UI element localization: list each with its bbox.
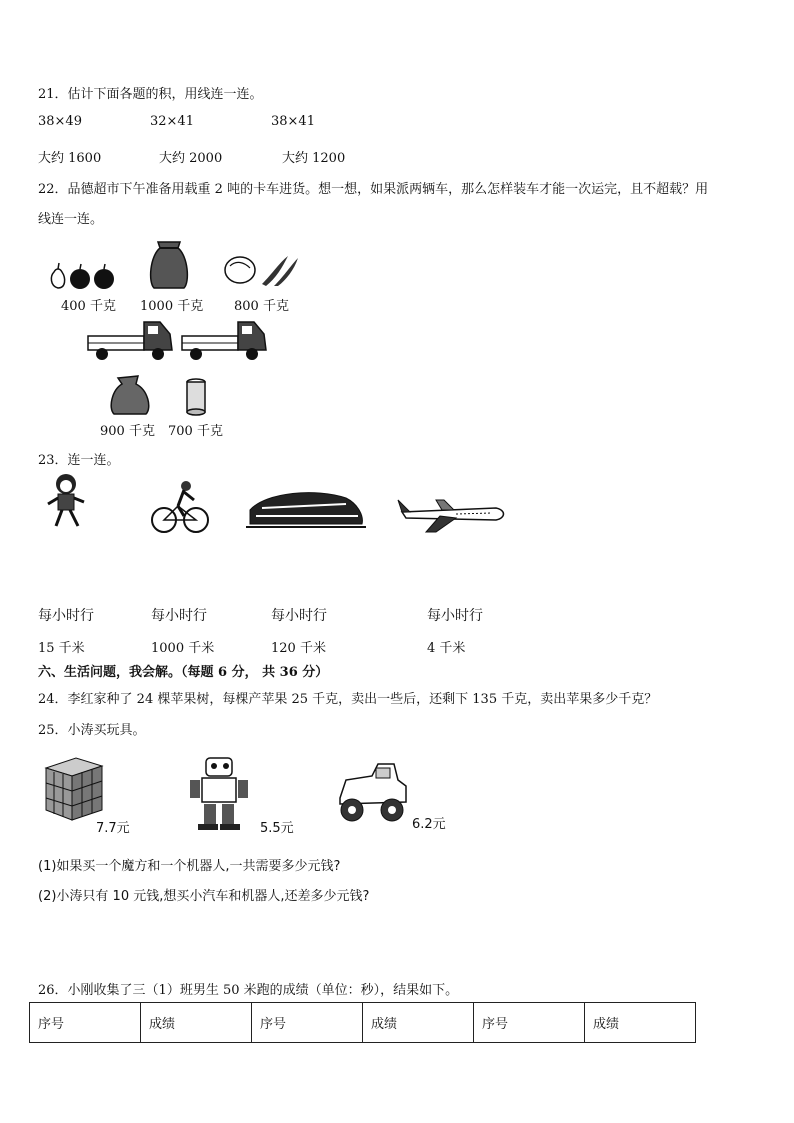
scores-table <box>29 1002 696 1043</box>
q24-text: 24．李红家种了 24 棵苹果树，每棵产苹果 25 千克，卖出一些后，还剩下 135 千克，卖出苹果多少千克？ <box>38 692 658 707</box>
fruit-icon <box>46 258 122 290</box>
vegetables-icon <box>222 250 302 288</box>
q22-good-fruit-weight: 400 千克 <box>61 299 116 314</box>
q21-expression-2: 32×41 <box>150 114 194 129</box>
q25-sub-question-1: (1)如果买一个魔方和一个机器人,一共需要多少元钱? <box>38 859 341 874</box>
table-header-row <box>30 1003 696 1043</box>
table-header-cell: 序号 <box>30 1003 141 1043</box>
q23-speed-label-2: 每小时行 <box>151 608 207 624</box>
q21-expression-1: 38×49 <box>38 114 82 129</box>
q23-speed-2: 1000 千米 <box>151 641 215 656</box>
sack-icon <box>148 238 190 290</box>
cyclist-icon <box>150 476 210 536</box>
bag-icon <box>108 374 152 416</box>
q23-speed-label-3: 每小时行 <box>271 608 327 624</box>
q25-title: 25．小涛买玩具。 <box>38 723 146 738</box>
q21-expression-3: 38×41 <box>271 114 315 129</box>
q25-price-cube: 7.7元 <box>96 821 130 836</box>
q23-speed-4: 4 千米 <box>427 641 466 656</box>
barrel-icon <box>185 378 207 416</box>
table-header-cell: 成绩 <box>585 1003 696 1043</box>
q22-good-bag-weight: 900 千克 <box>100 424 155 439</box>
q22-good-sack-weight: 1000 千克 <box>140 299 204 314</box>
q23-speed-3: 120 千米 <box>271 641 326 656</box>
section-title: 六、生活问题，我会解。（每题 6 分， 共 36 分） <box>38 665 329 680</box>
truck-icon <box>86 318 176 362</box>
rubiks-cube-icon <box>42 754 106 826</box>
walking-child-icon <box>44 472 88 532</box>
train-icon <box>246 486 366 530</box>
q25-price-car: 6.2元 <box>412 817 446 832</box>
q23-speed-1: 15 千米 <box>38 641 85 656</box>
q23-speed-label-4: 每小时行 <box>427 608 483 624</box>
robot-icon <box>186 752 258 832</box>
table-header-cell: 成绩 <box>363 1003 474 1043</box>
toy-car-icon <box>332 758 410 830</box>
table-header-cell: 成绩 <box>141 1003 252 1043</box>
q21-answer-1: 大约 1600 <box>38 151 102 166</box>
table-header-cell: 序号 <box>474 1003 585 1043</box>
q21-title: 21．估计下面各题的积，用线连一连。 <box>38 87 263 102</box>
airplane-icon <box>396 494 508 534</box>
q22-good-vegetables-weight: 800 千克 <box>234 299 289 314</box>
q22-title-line1: 22．品德超市下午准备用载重 2 吨的卡车进货。想一想，如果派两辆车，那么怎样装车才能一次运完，且不超载？用 <box>38 182 709 197</box>
q25-price-robot: 5.5元 <box>260 821 294 836</box>
q22-title-line2: 线连一连。 <box>38 212 104 227</box>
q23-speed-label-1: 每小时行 <box>38 608 94 624</box>
q23-title: 23．连一连。 <box>38 453 120 468</box>
q21-answer-2: 大约 2000 <box>159 151 223 166</box>
truck-icon <box>180 318 270 362</box>
table-header-cell: 序号 <box>252 1003 363 1043</box>
q26-title: 26．小刚收集了三（1）班男生 50 米跑的成绩（单位：秒），结果如下。 <box>38 983 459 998</box>
q21-answer-3: 大约 1200 <box>282 151 346 166</box>
q25-sub-question-2: (2)小涛只有 10 元钱,想买小汽车和机器人,还差多少元钱? <box>38 889 370 904</box>
q22-good-barrel-weight: 700 千克 <box>168 424 223 439</box>
